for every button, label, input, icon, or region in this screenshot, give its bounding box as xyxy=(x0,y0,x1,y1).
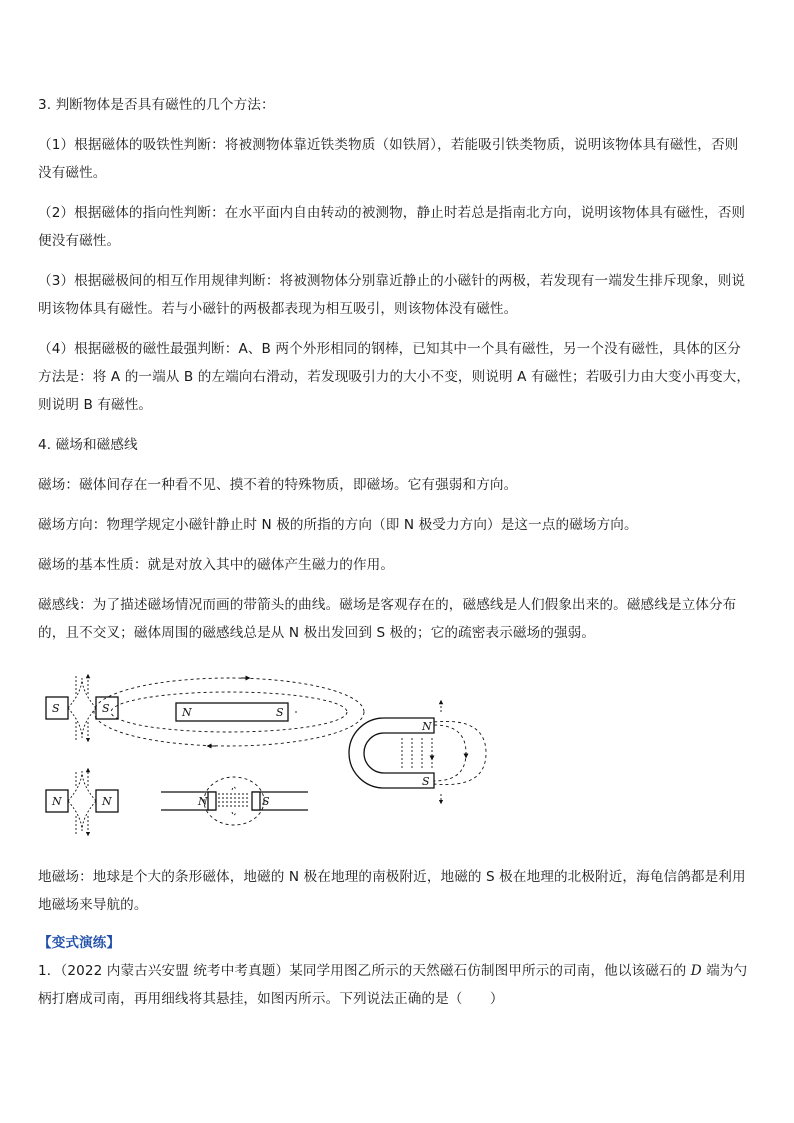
bar-magnet-body xyxy=(176,703,288,721)
field-lines-line-2: 的，且不交叉；磁体周围的磁感线总是从 N 极出发回到 S 极的；它的疏密表示磁场的强弱。 xyxy=(38,625,596,641)
magnetic-field-lines-figure xyxy=(36,672,506,847)
bar-n-label: N xyxy=(182,706,192,719)
question-1-line-1 xyxy=(38,962,760,980)
n-label-2: N xyxy=(102,795,112,808)
geomagnetic-line-2: 地磁场来导航的。 xyxy=(38,897,148,913)
geomagnetic-line-1: 地磁场：地球是个大的条形磁体，地磁的 N 极在地理的南极附近，地磁的 S 极在地理的北极附近，海龟信鸽都是利用 xyxy=(38,869,746,885)
bar-s-label: S xyxy=(276,706,284,719)
method-4-line-1: （4）根据磁极的磁性最强判断：A、B 两个外形相同的钢棒，已知其中一个具有磁性，另一个没有磁性，具体的区分 xyxy=(38,341,741,357)
method-3-line-2: 明该物体具有磁性。若与小磁针的两极都表现为相互吸引，则该物体没有磁性。 xyxy=(38,301,518,317)
question-1-line-2: 柄打磨成司南，再用细线将其悬挂，如图丙所示。下列说法正确的是（ ） xyxy=(38,991,504,1007)
magnetic-field-definition: 磁场：磁体间存在一种看不见、摸不着的特殊物质，即磁场。它有强弱和方向。 xyxy=(38,477,518,493)
method-1-line-1: （1）根据磁体的吸铁性判断：将被测物体靠近铁类物质（如铁屑），若能吸引铁类物质，说明该物体具有磁性，否则 xyxy=(38,137,739,153)
method-2-line-1: （2）根据磁体的指向性判断：在水平面内自由转动的被测物，静止时若总是指南北方向，说明该物体具有磁性，否则 xyxy=(38,205,746,221)
field-property-definition: 磁场的基本性质：就是对放入其中的磁体产生磁力的作用。 xyxy=(38,557,395,573)
n-label-1: N xyxy=(52,795,62,808)
like-poles-n-n-diagram xyxy=(46,770,118,834)
s-label-2: S xyxy=(102,702,110,715)
question-1-text-a: 1．（2022 内蒙古兴安盟 统考中考真题）某同学用图乙所示的天然磁石仿制图甲所示的司南，他以该磁石的 xyxy=(38,963,691,979)
like-poles-s-s-diagram xyxy=(46,676,118,740)
question-1-italic-d: D xyxy=(690,963,702,979)
method-2-line-2: 便没有磁性。 xyxy=(38,233,121,249)
section-3-title: 3. 判断物体是否具有磁性的几个方法： xyxy=(38,97,275,113)
horseshoe-n-label: N xyxy=(422,720,432,733)
section-4-title: 4. 磁场和磁感线 xyxy=(38,437,138,453)
attract-n-label: N xyxy=(198,795,208,808)
field-lines-line-1: 磁感线：为了描述磁场情况而画的带箭头的曲线。磁场是客观存在的，磁感线是人们假象出来的。磁感线是立体分布 xyxy=(38,597,737,613)
method-4-line-3: 则说明 B 有磁性。 xyxy=(38,397,153,413)
s-label-1: S xyxy=(52,702,60,715)
practice-heading: 【变式演练】 xyxy=(38,935,121,951)
horseshoe-s-label: S xyxy=(422,775,430,788)
question-1-text-a2: 端为勺 xyxy=(701,963,748,979)
method-4-line-2: 方法是：将 A 的一端从 B 的左端向右滑动，若发现吸引力的大小不变，则说明 A 有磁性；若吸引力由大变小再变大， xyxy=(38,369,751,385)
method-3-line-1: （3）根据磁极间的相互作用规律判断：将被测物体分别靠近静止的小磁针的两极，若发现有一端发生排斥现象，则说 xyxy=(38,273,746,289)
horseshoe-magnet-diagram xyxy=(349,702,486,802)
method-1-line-2: 没有磁性。 xyxy=(38,165,107,181)
bar-magnet-diagram xyxy=(94,678,364,746)
attract-s-label: S xyxy=(262,795,270,808)
opposite-poles-n-s-diagram xyxy=(161,777,308,825)
field-direction-definition: 磁场方向：物理学规定小磁针静止时 N 极的所指的方向（即 N 极受力方向）是这一点的磁场方向。 xyxy=(38,517,638,533)
